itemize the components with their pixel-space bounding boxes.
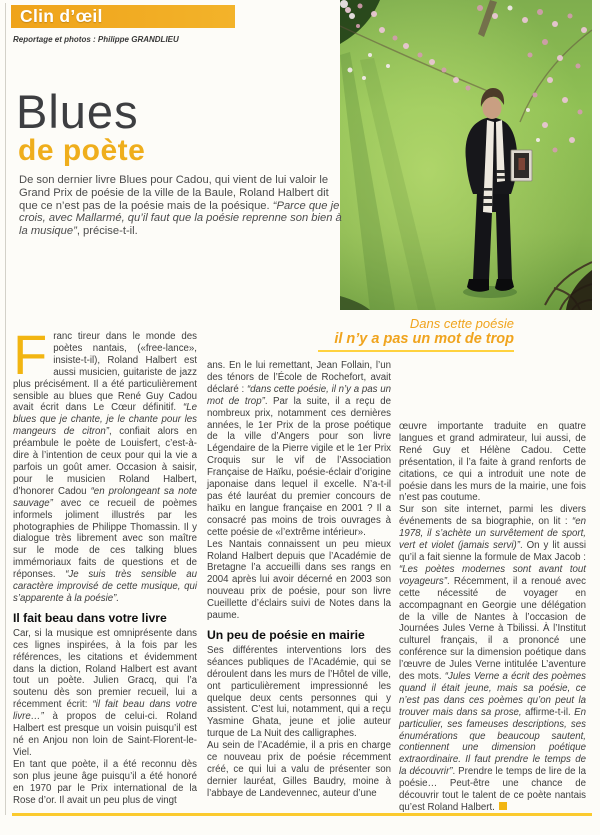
text-segment: “Jules Verne a écrit des poèmes quand il était jeune, mais sa poésie, ce n’est pas dans ces poèmes qu’on peut la trouver mais dans sa prose,	[399, 671, 587, 718]
body-paragraph	[13, 628, 197, 759]
body-paragraph	[13, 759, 197, 807]
footer-rule	[12, 813, 592, 816]
text-column-1	[13, 323, 197, 806]
text-segment: “Les poètes modernes sont avant tout voyageurs”	[399, 563, 586, 587]
text-segment: avec ce recueil de poèmes informels joliment illustrés par les photographies de Philippe Thomassin. Il y dialogue très librement avec son maître sur le mode de ces talking blues immémoriaux faits de questions et de réponses.	[13, 497, 197, 581]
text-segment: En particulier, ses fameuses descriptions, ses énumérations que beaucoup sautent, contiennent une dimension poétique extraordinaire. Il faut prendre le temps de la découvrir”	[399, 706, 586, 778]
page-edge-line	[5, 3, 6, 815]
body-paragraph	[207, 360, 391, 539]
body-paragraph	[399, 504, 586, 814]
pull-quote	[318, 317, 514, 352]
text-segment: affirme-t-il.	[525, 706, 575, 718]
section-header-bar	[11, 5, 235, 28]
text-segment: “en 1978, il s’achète un survêtement de sport, vert et violet (jamais servi)”	[399, 516, 586, 552]
text-segment: De son dernier livre Blues pour Cadou, qui vient de lui valoir le Grand Prix de poésie de la ville de la Baule, Roland Halbert dit que ce n’est pas de la poésie mais de la poésique.	[19, 174, 329, 212]
text-segment: Les Nantais connaissent un peu mieux Roland Halbert depuis que l’Académie de Bretagne l’a accueilli dans ses rangs en 2004 après lui avoir décerné en 2003 son nouveau prix de poésie, pour son livre Cueillette d’éclairs suivi de Notes dans la paume.	[207, 538, 391, 622]
text-segment: œuvre importante traduite en quatre langues et grand admirateur, lui aussi, de René Guy et Hélène Cadou. Cette présentation, il l’a faite à grand renforts de citations, ce qui a introduit une note de poésie dans les murs de la mairie, une fois n’est pas coutume.	[399, 421, 586, 504]
text-segment: En tant que poète, il a été reconnu dès son plus jeune âge puisqu’il a été honoré en 1970 par le Prix international de la Rose d’or. Il avait un peu plus de vingt	[13, 758, 197, 806]
text-segment: “il fait beau dans votre livre…”	[13, 699, 197, 723]
section-subhead: Il fait beau dans votre livre	[13, 610, 167, 625]
end-mark	[499, 802, 507, 810]
text-segment: “dans cette poésie, il n’y a pas un mot de trop”	[207, 383, 391, 407]
article-subtitle: de poète	[18, 134, 146, 167]
pull-quote-line-2: il n’y a pas un mot de trop	[334, 331, 514, 347]
text-segment: Car, si la musique est omniprésente dans ces lignes inspirées, à la fois par les références, les citations et évidemment dans la diction, Roland Halbert est avant tout un poète. Julien Gracq, qui l’a soutenu dès son premier recueil, lui a récemment écrit:	[13, 627, 197, 711]
body-paragraph	[13, 323, 197, 605]
text-segment: . Récemment, il a renoué avec cette nécessité de voyager en accompagnant en Georgie une délégation de la ville de Nantes à l’occasion de Journées Jules Verne à Tbilissi. À l’Institut culturel français, il a prononcé une conférence sur la dimension poétique dans l’œuvre de Jules Verne intitulée L’aventure des mots.	[399, 575, 586, 683]
body-paragraph	[399, 421, 586, 504]
text-segment: Ses différentes interventions lors des séances publiques de l’Académie, qui se déroulent dans les murs de l’Hôtel de ville, ont particulièrement impressionné les quelque deux cents personnes qui y assistent. C’est lui, notamment, qui a reçu Yasmine Ghata, jeune et jolie auteur turque de La Nuit des calligraphes.	[207, 644, 391, 740]
text-column-2	[207, 360, 391, 800]
article-lede	[19, 174, 343, 238]
drop-cap: F	[13, 323, 48, 386]
text-segment: Sur son site internet, parmi les divers événements de sa biographie, on lit :	[399, 504, 586, 528]
garden-portrait-photo	[340, 0, 592, 310]
text-segment: Au sein de l’Académie, il a pris en charge ce nouveau prix de poésie récemment créé, ce qui lui a valu de présenter son dernier lauréat, Gilles Baudry, moine à l’abbaye de Landevennec, auteur d’une	[207, 740, 391, 799]
text-segment: . On y lit aussi qu’il a fait sienne la formule de Max Jacob :	[399, 540, 586, 563]
text-segment: “en prolongeant sa note sauvage”	[13, 485, 197, 509]
text-segment: “Je suis très sensible au caractère improvisé de cette musique, qui s’apparente à la poésie”.	[13, 569, 197, 604]
text-segment: ans. En le lui remettant, Jean Follain, l’un des ténors de l’École de Rochefort, avait déclaré :	[207, 360, 391, 395]
text-segment: , confiait alors en préambule le poète de Louisfert, c’est-à-dire à l’intention de ceux pour qui la vie a parfois un goût amer. Occasion à saisir, pour le musicien Roland Halbert, d’honorer Cadou	[13, 426, 197, 497]
text-segment: à propos de celui-ci. Roland Halbert est presque un voisin puisqu’il est né en Anjou non loin de Saint-Florent-le-Viel.	[13, 711, 197, 758]
garden-photo-illustration	[340, 0, 592, 310]
byline: Reportage et photos : Philippe GRANDLIEU	[13, 35, 179, 44]
text-segment: ranc tireur dans le monde des poètes nantais, («free-lance», insiste-t-il), Roland Halbert est aussi musicien, guitariste de jazz plus précisément. Il a été particulièrement sensible au blues que René Guy Cadou avait écrit dans Le Cœur définitif.	[13, 331, 197, 414]
body-paragraph	[207, 740, 391, 800]
section-header-label: Clin d’œil	[20, 6, 103, 26]
text-segment: . Prendre le temps de lire de la poésie… Peut-être une chance de découvrir tout le talent de ce poète nantais qu’est Roland Halbert.	[399, 766, 586, 813]
section-subhead: Un peu de poésie en mairie	[207, 627, 365, 642]
text-column-3	[399, 421, 586, 814]
article-title: Blues	[16, 85, 139, 138]
text-segment: . Par la suite, il a reçu de nombreux prix, notamment ces dernières années, le 1er Prix de la prose poétique de la ville d’Angers pour son livre Légendaire de la Pierre vigile et le 1er Prix Croquis sur le vif de l’Association Française de Haïku, poésie-éclair d’origine japonaise dans lequel il excelle. N’a-t-il pas été lauréat du premier concours de haïku en langue française en 2001 ? Il a consacré pas moins de trois ouvrages à cette poésie de «l’extrême intérieur».	[207, 395, 391, 538]
pull-quote-underline	[318, 350, 514, 352]
book-cover-art	[519, 158, 526, 170]
text-segment: , précise-t-il.	[76, 225, 138, 238]
text-segment: “Parce que je crois, avec Mallarmé, qu’il faut que la poésie reprenne son bien à la musique”	[19, 199, 342, 238]
body-paragraph	[207, 645, 391, 740]
text-segment: “Le blues que je chante, je le chante pour les mangeurs de citron”	[13, 402, 197, 438]
figure-head	[483, 97, 502, 119]
pull-quote-line-1: Dans cette poésie	[409, 316, 514, 331]
body-paragraph	[207, 539, 391, 622]
